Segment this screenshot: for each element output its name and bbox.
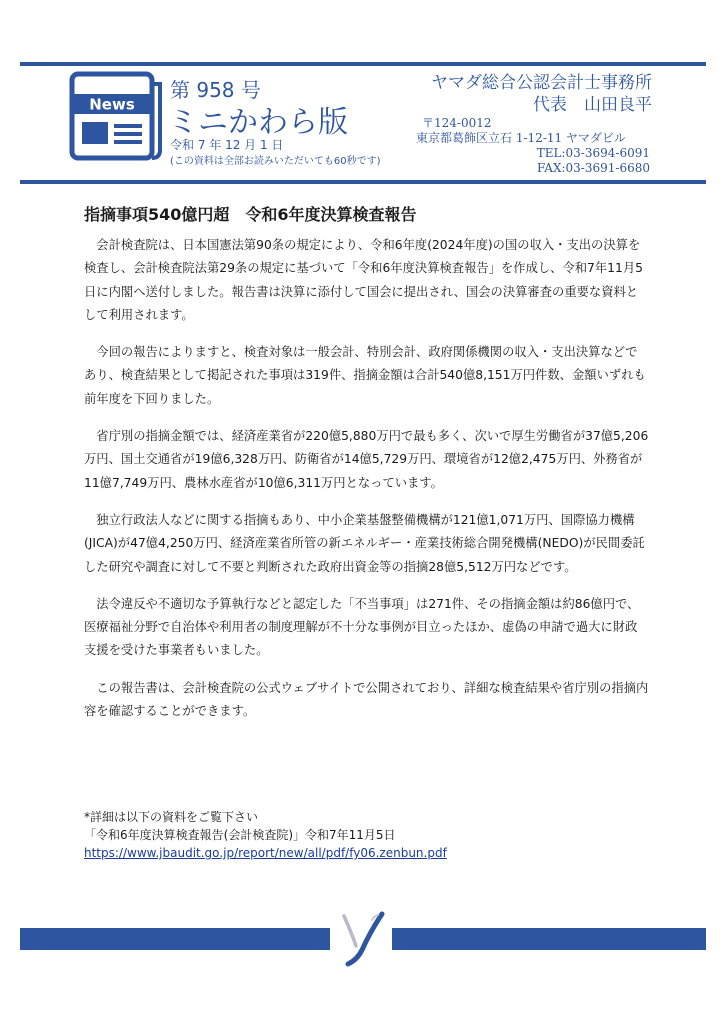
header-bottom-rule [20, 180, 706, 184]
footer-bar-left [20, 928, 330, 950]
newsletter-title: ミニかわら版 [168, 105, 348, 140]
issue-date: 令和 7 年 12 月 1 日 [170, 138, 284, 152]
references-source: 「令和6年度決算検査報告(会計検査院)」令和7年11月5日 [84, 828, 396, 842]
article-body [84, 234, 649, 737]
references-intro: *詳細は以下の資料をご覧下さい [84, 810, 259, 824]
issue-number: 第 958 号 [170, 78, 261, 102]
newspaper-icon [66, 70, 166, 162]
references [84, 808, 447, 862]
paragraph: 省庁別の指摘金額では、経済産業省が220億5,880万円で最も多く、次いで厚生労働省が37億5,206万円、国土交通省が19億6,328万円、防衛省が14億5,729万円、環境省が12億2,475万円、外務省が11億7,749万円、農林水産省が10億6,311万円となっています。 [84, 429, 649, 490]
firm-logo-icon [336, 910, 386, 968]
firm-representative: 代表 山田良平 [533, 95, 652, 115]
firm-address: 東京都葛飾区立石 1-12-11 ヤマダビル [416, 131, 626, 145]
firm-name: ヤマダ総合公認会計士事務所 [431, 73, 652, 93]
header-top-rule [20, 62, 706, 66]
report-link[interactable]: https://www.jbaudit.go.jp/report/new/all/pdf/fy06.zenbun.pdf [84, 846, 447, 860]
firm-tel: TEL:03-3694-6091 [536, 146, 650, 160]
footer-bar-right [392, 928, 706, 950]
newspaper-icon-label: News [89, 95, 135, 114]
reading-time-note: (この資料は全部お読みいただいても60秒です) [170, 156, 381, 167]
firm-block [431, 72, 652, 116]
postal-code: 〒124-0012 [422, 116, 492, 130]
firm-fax: FAX:03-3691-6680 [537, 161, 650, 175]
paragraph: 今回の報告によりますと、検査対象は一般会計、特別会計、政府関係機関の収入・支出決算などであり、検査結果として掲記された事項は319件、指摘金額は合計540億8,151万円件数、金額いずれも前年度を下回りました。 [84, 345, 646, 406]
paragraph: 法令違反や不適切な予算執行などと認定した「不当事項」は271件、その指摘金額は約86億円で、医療福祉分野で自治体や利用者の制度理解が不十分な事例が目立ったほか、虚偽の申請で過大に財政支援を受けた事業者もいました。 [84, 596, 640, 658]
paragraph: 会計検査院は、日本国憲法第90条の規定により、令和6年度(2024年度)の国の収入・支出の決算を検査し、会計検査院法第29条の規定に基づいて「令和6年度決算検査報告」を作成し、令和7年11月5日に内閣へ送付しました。報告書は決算に添付して国会に提出され、国会の決算審査の重要な資料として利用されます。 [84, 238, 643, 322]
paragraph: この報告書は、会計検査院の公式ウェブサイトで公開されており、詳細な検査結果や省庁別の指摘内容を確認することができます。 [84, 680, 649, 719]
paragraph: 独立行政法人などに関する指摘もあり、中小企業基盤整備機構が121億1,071万円、国際協力機構(JICA)が47億4,250万円、経済産業省所管の新エネルギー・産業技術総合開発機構(NEDO)が民間委託した研究や調査に対して不要と判断された政府出資金等の指摘28億5,512万円などです。 [84, 512, 645, 574]
firm-address-block [416, 116, 650, 176]
article-title: 指摘事項540億円超 令和6年度決算検査報告 [84, 205, 417, 224]
